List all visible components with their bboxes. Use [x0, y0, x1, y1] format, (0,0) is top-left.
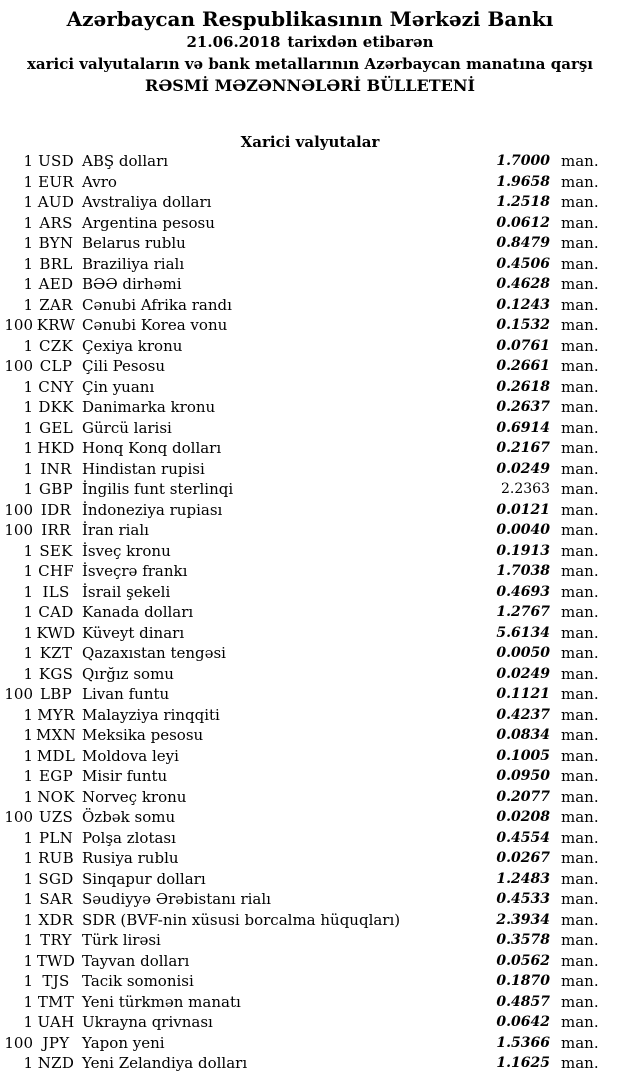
currency-code-cell: IDR [40, 500, 72, 519]
table-row [0, 377, 620, 398]
table-row [0, 418, 620, 439]
quantity-cell: 1 [23, 336, 33, 355]
table-row [0, 766, 620, 787]
currency-code-cell: SEK [39, 541, 73, 560]
currency-code-cell: EUR [38, 172, 74, 191]
rate-value-cell: 1.7000 [496, 153, 550, 170]
currency-code-cell: JPY [42, 1033, 70, 1052]
quantity-cell: 1 [23, 623, 33, 642]
currency-code-cell: GEL [39, 418, 73, 437]
unit-label-cell: man. [561, 418, 599, 437]
rate-value-cell: 0.3578 [496, 932, 550, 949]
table-row [0, 746, 620, 767]
currency-code-cell: HKD [37, 439, 75, 458]
currency-name-cell: Livan funtu [82, 685, 170, 704]
quantity-cell: 100 [4, 500, 33, 519]
table-row [0, 500, 620, 521]
rate-value-cell: 0.4533 [496, 891, 550, 908]
table-row [0, 295, 620, 316]
rate-value-cell: 0.2637 [496, 399, 550, 416]
rate-value-cell: 0.4554 [496, 829, 550, 846]
quantity-cell: 1 [23, 172, 33, 191]
currency-code-cell: MDL [36, 746, 76, 765]
quantity-cell: 1 [23, 480, 33, 499]
unit-label-cell: man. [561, 808, 599, 827]
currency-code-cell: TRY [40, 931, 72, 950]
currency-name-cell: İran rialı [82, 521, 149, 540]
currency-name-cell: Cənubi Korea vonu [82, 316, 228, 335]
quantity-cell: 1 [23, 1013, 33, 1032]
rate-value-cell: 0.0249 [496, 665, 550, 682]
quantity-cell: 100 [4, 521, 33, 540]
unit-label-cell: man. [561, 541, 599, 560]
table-row [0, 951, 620, 972]
quantity-cell: 1 [23, 787, 33, 806]
rate-value-cell: 0.0121 [496, 501, 550, 518]
currency-name-cell: Özbək somu [82, 808, 176, 827]
unit-label-cell: man. [561, 705, 599, 724]
currency-name-cell: İsveç kronu [82, 541, 171, 560]
rate-value-cell: 0.8479 [496, 235, 550, 252]
table-row [0, 664, 620, 685]
rate-value-cell: 0.1121 [496, 686, 550, 703]
table-row [0, 541, 620, 562]
quantity-cell: 1 [23, 828, 33, 847]
currency-name-cell: Sinqapur dolları [82, 869, 206, 888]
table-row [0, 1012, 620, 1033]
unit-label-cell: man. [561, 336, 599, 355]
currency-name-cell: Çin yuanı [82, 377, 155, 396]
currency-name-cell: Çexiya kronu [82, 336, 183, 355]
currency-code-cell: NOK [37, 787, 75, 806]
unit-label-cell: man. [561, 910, 599, 929]
currency-code-cell: KZT [39, 644, 73, 663]
currency-name-cell: Danimarka kronu [82, 398, 216, 417]
currency-code-cell: BYN [38, 234, 74, 253]
rate-value-cell: 2.2363 [501, 481, 550, 498]
table-row [0, 520, 620, 541]
quantity-cell: 1 [23, 418, 33, 437]
unit-label-cell: man. [561, 193, 599, 212]
table-row [0, 274, 620, 295]
table-row [0, 336, 620, 357]
quantity-cell: 100 [4, 357, 33, 376]
unit-label-cell: man. [561, 869, 599, 888]
unit-label-cell: man. [561, 398, 599, 417]
table-row [0, 910, 620, 931]
unit-label-cell: man. [561, 500, 599, 519]
rate-value-cell: 0.4506 [496, 255, 550, 272]
unit-label-cell: man. [561, 972, 599, 991]
unit-label-cell: man. [561, 931, 599, 950]
quantity-cell: 1 [23, 931, 33, 950]
quantity-cell: 1 [23, 767, 33, 786]
quantity-cell: 1 [23, 562, 33, 581]
rate-value-cell: 0.0267 [496, 850, 550, 867]
table-row [0, 643, 620, 664]
table-row [0, 869, 620, 890]
rate-value-cell: 1.2483 [496, 870, 550, 887]
table-row [0, 848, 620, 869]
table-row [0, 356, 620, 377]
rate-value-cell: 0.0050 [496, 645, 550, 662]
currency-code-cell: CZK [38, 336, 73, 355]
currency-name-cell: Yeni Zelandiya dolları [82, 1054, 248, 1073]
table-row [0, 787, 620, 808]
rate-value-cell: 1.2518 [496, 194, 550, 211]
currency-code-cell: MXN [35, 726, 77, 745]
table-row [0, 889, 620, 910]
rate-value-cell: 1.2767 [496, 604, 550, 621]
currency-name-cell: Cənubi Afrika randı [82, 295, 232, 314]
rate-value-cell: 0.0040 [496, 522, 550, 539]
currency-code-cell: IRR [41, 521, 71, 540]
quantity-cell: 1 [23, 849, 33, 868]
table-row [0, 602, 620, 623]
table-row [0, 807, 620, 828]
currency-name-cell: Çili Pesosu [82, 357, 166, 376]
table-row [0, 438, 620, 459]
table-row [0, 151, 620, 172]
table-row [0, 725, 620, 746]
unit-label-cell: man. [561, 623, 599, 642]
table-row [0, 315, 620, 336]
unit-label-cell: man. [561, 152, 599, 171]
currency-code-cell: SGD [38, 869, 74, 888]
rate-value-cell: 0.0612 [496, 214, 550, 231]
currency-code-cell: USD [38, 152, 74, 171]
unit-label-cell: man. [561, 234, 599, 253]
table-row [0, 397, 620, 418]
rate-value-cell: 5.6134 [496, 624, 550, 641]
rate-value-cell: 0.0642 [496, 1014, 550, 1031]
currency-code-cell: TWD [36, 951, 76, 970]
table-row [0, 971, 620, 992]
quantity-cell: 1 [23, 377, 33, 396]
currency-name-cell: Tayvan dolları [82, 951, 190, 970]
table-row [0, 254, 620, 275]
quantity-cell: 1 [23, 582, 33, 601]
currency-name-cell: İndoneziya rupiası [82, 500, 223, 519]
bulletin-subtitle: xarici valyutaların və bank metallarının Azərbaycan manatına qarşı [26, 55, 594, 73]
unit-label-cell: man. [561, 275, 599, 294]
unit-label-cell: man. [561, 582, 599, 601]
currency-name-cell: Misir funtu [82, 767, 168, 786]
currency-code-cell: ARS [39, 213, 73, 232]
unit-label-cell: man. [561, 1054, 599, 1073]
currency-name-cell: Polşa zlotası [82, 828, 176, 847]
effective-date-line [0, 32, 620, 53]
table-row [0, 705, 620, 726]
rate-value-cell: 0.2661 [496, 358, 550, 375]
unit-label-cell: man. [561, 357, 599, 376]
table-row [0, 828, 620, 849]
rate-value-cell: 0.1243 [496, 296, 550, 313]
rates-list [0, 151, 620, 1073]
currency-name-cell: Qırğız somu [82, 664, 174, 683]
currency-name-cell: Qazaxıstan tengəsi [82, 644, 226, 663]
quantity-cell: 100 [4, 316, 33, 335]
currency-name-cell: Hindistan rupisi [82, 459, 205, 478]
unit-label-cell: man. [561, 890, 599, 909]
currency-name-cell: ABŞ dolları [82, 152, 169, 171]
rate-value-cell: 0.2167 [496, 440, 550, 457]
section-title-foreign-currencies: Xarici valyutalar [240, 133, 380, 151]
rate-value-cell: 1.9658 [496, 173, 550, 190]
currency-code-cell: ILS [42, 582, 70, 601]
currency-name-cell: BƏƏ dirhəmi [82, 275, 182, 294]
unit-label-cell: man. [561, 562, 599, 581]
currency-name-cell: Avro [82, 172, 117, 191]
unit-label-cell: man. [561, 992, 599, 1011]
unit-label-cell: man. [561, 439, 599, 458]
unit-label-cell: man. [561, 316, 599, 335]
quantity-cell: 1 [23, 972, 33, 991]
rate-value-cell: 0.1005 [496, 747, 550, 764]
currency-code-cell: TMT [37, 992, 75, 1011]
currency-code-cell: RUB [38, 849, 74, 868]
unit-label-cell: man. [561, 521, 599, 540]
currency-name-cell: Malayziya rinqqiti [82, 705, 220, 724]
rate-value-cell: 0.0761 [496, 337, 550, 354]
unit-label-cell: man. [561, 213, 599, 232]
rate-value-cell: 0.4857 [496, 993, 550, 1010]
bulletin-title: RƏSMİ MƏZƏNNƏLƏRİ BÜLLETENİ [145, 76, 475, 95]
currency-code-cell: PLN [38, 828, 74, 847]
currency-code-cell: INR [40, 459, 72, 478]
quantity-cell: 1 [23, 664, 33, 683]
unit-label-cell: man. [561, 849, 599, 868]
currency-name-cell: Küveyt dinarı [82, 623, 185, 642]
table-row [0, 1053, 620, 1073]
currency-name-cell: İngilis funt sterlinqi [82, 480, 234, 499]
quantity-cell: 1 [23, 254, 33, 273]
unit-label-cell: man. [561, 787, 599, 806]
currency-name-cell: Səudiyyə Ərəbistanı rialı [82, 890, 271, 909]
currency-code-cell: BRL [39, 254, 73, 273]
quantity-cell: 1 [23, 541, 33, 560]
currency-name-cell: Türk lirəsi [82, 931, 161, 950]
quantity-cell: 1 [23, 705, 33, 724]
currency-code-cell: TJS [42, 972, 70, 991]
quantity-cell: 1 [23, 951, 33, 970]
unit-label-cell: man. [561, 172, 599, 191]
table-row [0, 233, 620, 254]
rate-value-cell: 0.0249 [496, 460, 550, 477]
rate-value-cell: 0.0950 [496, 768, 550, 785]
currency-name-cell: Argentina pesosu [82, 213, 215, 232]
rate-value-cell: 0.1532 [496, 317, 550, 334]
unit-label-cell: man. [561, 459, 599, 478]
currency-code-cell: KWD [36, 623, 76, 642]
rate-value-cell: 0.1870 [496, 973, 550, 990]
table-row [0, 992, 620, 1013]
quantity-cell: 1 [23, 213, 33, 232]
currency-code-cell: DKK [38, 398, 74, 417]
currency-name-cell: İsrail şekeli [82, 582, 171, 601]
rate-value-cell: 1.5366 [496, 1034, 550, 1051]
effective-date-suffix: tarixdən etibarən [287, 33, 434, 51]
rate-value-cell: 2.3934 [496, 911, 550, 928]
table-row [0, 561, 620, 582]
rate-value-cell: 1.1625 [496, 1055, 550, 1072]
currency-name-cell: Kanada dolları [82, 603, 194, 622]
currency-code-cell: UAH [37, 1013, 75, 1032]
currency-code-cell: CLP [39, 357, 73, 376]
currency-name-cell: Ukrayna qrivnası [82, 1013, 213, 1032]
quantity-cell: 1 [23, 295, 33, 314]
currency-name-cell: Tacik somonisi [82, 972, 194, 991]
currency-code-cell: KGS [38, 664, 74, 683]
unit-label-cell: man. [561, 1033, 599, 1052]
rate-value-cell: 0.0562 [496, 952, 550, 969]
unit-label-cell: man. [561, 295, 599, 314]
table-row [0, 479, 620, 500]
currency-code-cell: CHF [38, 562, 74, 581]
rate-value-cell: 0.2077 [496, 788, 550, 805]
currency-code-cell: ZAR [39, 295, 73, 314]
currency-name-cell: Moldova leyi [82, 746, 179, 765]
table-row [0, 1033, 620, 1054]
currency-name-cell: Braziliya rialı [82, 254, 185, 273]
quantity-cell: 1 [23, 398, 33, 417]
currency-name-cell: Rusiya rublu [82, 849, 179, 868]
currency-name-cell: Norveç kronu [82, 787, 187, 806]
currency-code-cell: KRW [36, 316, 76, 335]
currency-code-cell: LBP [40, 685, 72, 704]
unit-label-cell: man. [561, 1013, 599, 1032]
quantity-cell: 1 [23, 234, 33, 253]
unit-label-cell: man. [561, 951, 599, 970]
quantity-cell: 1 [23, 746, 33, 765]
quantity-cell: 100 [4, 685, 33, 704]
table-row [0, 623, 620, 644]
quantity-cell: 1 [23, 603, 33, 622]
effective-date: 21.06.2018 [186, 33, 281, 51]
currency-code-cell: AUD [37, 193, 75, 212]
currency-code-cell: AED [38, 275, 74, 294]
currency-code-cell: CNY [38, 377, 74, 396]
currency-code-cell: GBP [39, 480, 73, 499]
currency-code-cell: UZS [38, 808, 74, 827]
rate-value-cell: 0.4628 [496, 276, 550, 293]
unit-label-cell: man. [561, 254, 599, 273]
currency-name-cell: İsveçrə frankı [82, 562, 188, 581]
unit-label-cell: man. [561, 664, 599, 683]
quantity-cell: 1 [23, 910, 33, 929]
currency-name-cell: Gürcü larisi [82, 418, 172, 437]
currency-name-cell: SDR (BVF-nin xüsusi borcalma hüquqları) [82, 910, 401, 929]
unit-label-cell: man. [561, 685, 599, 704]
rate-value-cell: 1.7038 [496, 563, 550, 580]
currency-code-cell: MYR [37, 705, 75, 724]
rate-value-cell: 0.4693 [496, 583, 550, 600]
unit-label-cell: man. [561, 767, 599, 786]
rate-value-cell: 0.6914 [496, 419, 550, 436]
quantity-cell: 1 [23, 869, 33, 888]
quantity-cell: 100 [4, 1033, 33, 1052]
unit-label-cell: man. [561, 603, 599, 622]
currency-code-cell: SAR [39, 890, 73, 909]
unit-label-cell: man. [561, 726, 599, 745]
unit-label-cell: man. [561, 828, 599, 847]
currency-name-cell: Belarus rublu [82, 234, 186, 253]
currency-name-cell: Yeni türkmən manatı [82, 992, 241, 1011]
currency-name-cell: Honq Konq dolları [82, 439, 222, 458]
table-row [0, 213, 620, 234]
rate-value-cell: 0.2618 [496, 378, 550, 395]
quantity-cell: 1 [23, 459, 33, 478]
currency-name-cell: Yapon yeni [82, 1033, 165, 1052]
table-row [0, 172, 620, 193]
rate-value-cell: 0.4237 [496, 706, 550, 723]
quantity-cell: 1 [23, 193, 33, 212]
table-row [0, 459, 620, 480]
currency-code-cell: NZD [37, 1054, 75, 1073]
rate-value-cell: 0.1913 [496, 542, 550, 559]
table-row [0, 930, 620, 951]
quantity-cell: 1 [23, 1054, 33, 1073]
currency-name-cell: Meksika pesosu [82, 726, 204, 745]
quantity-cell: 1 [23, 152, 33, 171]
table-row [0, 684, 620, 705]
currency-name-cell: Avstraliya dolları [82, 193, 212, 212]
quantity-cell: 1 [23, 439, 33, 458]
unit-label-cell: man. [561, 746, 599, 765]
rate-value-cell: 0.0208 [496, 809, 550, 826]
unit-label-cell: man. [561, 644, 599, 663]
table-row [0, 192, 620, 213]
rate-value-cell: 0.0834 [496, 727, 550, 744]
quantity-cell: 1 [23, 726, 33, 745]
unit-label-cell: man. [561, 377, 599, 396]
quantity-cell: 1 [23, 890, 33, 909]
quantity-cell: 100 [4, 808, 33, 827]
unit-label-cell: man. [561, 480, 599, 499]
quantity-cell: 1 [23, 275, 33, 294]
bank-name-title: Azərbaycan Respublikasının Mərkəzi Bankı [66, 7, 554, 31]
currency-code-cell: CAD [38, 603, 74, 622]
quantity-cell: 1 [23, 644, 33, 663]
table-row [0, 582, 620, 603]
quantity-cell: 1 [23, 992, 33, 1011]
currency-code-cell: XDR [38, 910, 74, 929]
currency-code-cell: EGP [39, 767, 73, 786]
